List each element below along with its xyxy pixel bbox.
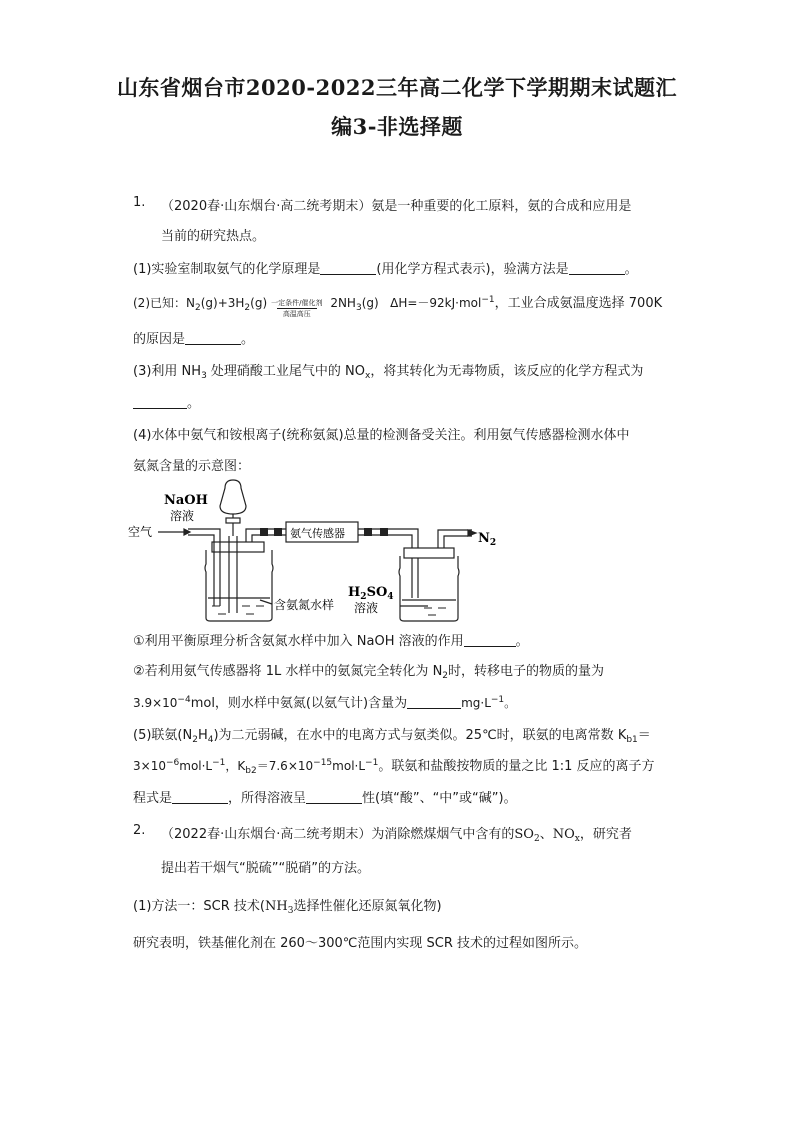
q1-part-2-dh: ΔH=－92kJ·mol: [390, 296, 482, 310]
title-line-1: 山东省烟台市2020-2022三年高二化学下学期期末试题汇: [116, 75, 678, 100]
label-air: 空气: [128, 525, 153, 539]
q1-part-4-1-pre: ①利用平衡原理分析含氨氮水样中加入 NaOH 溶液的作用: [133, 634, 464, 649]
q1-part-5-l1-mid: )为二元弱碱，在水中的电离方式与氨类似。25℃时，联氨的电离常数 K: [213, 728, 627, 743]
q1-part-2-line-2: [133, 328, 254, 347]
q1-part-5-l3-end: 性(填“酸”、“中”或“碱”)。: [362, 791, 517, 806]
q1-part-4-2-pre: ②若利用氨气传感器将 1L 水样中的氨氮完全转化为 N: [133, 664, 443, 679]
answer-blank: [133, 396, 187, 409]
q1-part-5-line-1: (5)联氨$(N_2H_4)$为二元弱碱，在水中的电离方式与氨类似。25℃时，联氨的电离常数 $K_{b1}=$: [133, 728, 651, 745]
question-1-intro: [161, 195, 631, 214]
q2-part-1-post: 选择性催化还原氮氧化物): [293, 899, 442, 914]
reaction-condition: [271, 299, 322, 318]
q1-part-4-line-1: (4)水体中氨气和铵根离子(统称氨氮)总量的检测备受关注。利用氨气传感器检测水体中: [133, 428, 630, 443]
question-1-number: 1.: [133, 195, 146, 210]
label-h2so4: $H_2SO_4$: [348, 585, 394, 602]
q1-part-3-tail: ，将其转化为无毒物质，该反应的化学方程式为: [370, 364, 644, 379]
q1-part-5-line-3: [133, 787, 517, 806]
label-n2: $N_2$: [478, 531, 497, 548]
q1-part-5-l1-end: ＝: [637, 728, 651, 743]
answer-blank: [306, 791, 362, 804]
answer-blank: [320, 262, 376, 275]
q1-part-2-tail: ，工业合成氨温度选择 700K: [494, 296, 663, 311]
q1-part-5-l2-b: mol·L: [179, 759, 213, 773]
q1-part-2: (2)已知：$N_2(g)+3H_2(g)$ 一定条件/催化剂 高温高压 $2NH_3(g)$ ΔH=－92kJ·mol$^{-1}$，工业合成氨温度选择 700K: [133, 295, 663, 318]
q1-part-3-x: x: [365, 371, 371, 381]
label-h2so4-solution: 溶液: [354, 601, 379, 615]
q1-part-5-l2-a: 3×10: [133, 759, 166, 773]
q1-part-4-2-line-2: $3.9\times 10^{-4}mol$，则水样中氨氮(以氨气计)含量为 $mg\cdot L^{-1}$。: [133, 695, 517, 711]
q1-part-1-end: 。: [624, 262, 638, 277]
q1-part-5-l3-mid: ，所得溶液呈: [228, 791, 307, 806]
answer-blank: [172, 791, 228, 804]
q1-part-3-pre: (3)利用 NH: [133, 364, 202, 379]
formula-nox: $NO_x$: [552, 827, 580, 844]
q1-part-4-2-post: 时，转移电子的物质的量为: [448, 664, 605, 679]
q1-part-5-l2-f: 。联氨和盐酸按物质的量之比 1:1 反应的离子方: [378, 759, 655, 774]
q2-part-1-text: 研究表明，铁基催化剂在 260～300℃范围内实现 SCR 技术的过程如图所示。: [133, 936, 587, 951]
question-2-intro: （2022春·山东烟台·高二统考期末）为消除燃煤烟气中含有的$SO_2$、$NO_x$，研究者: [161, 827, 632, 844]
q1-part-5-l2-e: mol·L: [332, 759, 366, 773]
q1-part-4-2-l2-end: mg·L: [461, 696, 491, 710]
condition-top: 一定条件/催化剂: [271, 299, 323, 307]
q1-part-4-line-2: 氨氮含量的示意图：: [133, 459, 251, 474]
q1-part-3-end: 。: [187, 396, 201, 411]
q1-part-3-line-2: [133, 392, 200, 411]
question-1-intro-b: 当前的研究热点。: [161, 229, 266, 244]
q1-part-3: (3)利用 $NH_3$ 处理硝酸工业尾气中的 $NO_x$，将其转化为无毒物质，该反应的化学方程式为: [133, 364, 644, 381]
q1-part-4-2-line-1: ②若利用氨气传感器将 1L 水样中的氨氮完全转化为 $N_2$时，转移电子的物质的量为: [133, 664, 605, 681]
q1-part-4-2-l2-pre: 3.9×10: [133, 696, 178, 710]
q1-part-5-l2-d: ＝7.6×10: [256, 759, 314, 773]
q1-part-2-pre: (2)已知：N: [133, 296, 195, 310]
q1-part-4-2-l2-tail: 。: [504, 696, 517, 710]
q1-part-4-1-end: 。: [515, 634, 529, 649]
answer-blank: [185, 332, 241, 345]
q1-part-5-l2-c: ，K: [225, 759, 246, 773]
q1-part-4-2-l2-mid: mol，则水样中氨氮(以氨气计)含量为: [190, 696, 408, 711]
q1-part-3-mid: 处理硝酸工业尾气中的 NO: [206, 364, 366, 379]
question-2-number: 2.: [133, 823, 146, 838]
formula-nh3: $NH_3$: [264, 899, 294, 916]
question-2-source: （2022春·山东烟台·高二统考期末）: [161, 827, 372, 842]
label-sensor: 氨气传感器: [290, 527, 345, 540]
q1-part-2-line2-end: 。: [241, 332, 255, 347]
title-line-2: 编3-非选择题: [331, 114, 463, 139]
answer-blank: [464, 634, 516, 647]
condition-arrow: [277, 308, 317, 309]
q1-part-1-pre: (1)实验室制取氨气的化学原理是: [133, 262, 321, 277]
q2-part-1: [133, 895, 442, 916]
q1-part-4-1: [133, 630, 529, 649]
formula-so2: $SO_2$: [514, 827, 540, 844]
q1-part-5-l3-pre: 程式是: [133, 791, 173, 806]
q1-part-5-line-2: $3\times 10^{-6}mol\cdot L^{-1}$，$K_{b2}=7.6\times 10^{-15}mol\cdot L^{-1}$。联氨和盐酸按物质的量之比 1:1 反应的离子方: [133, 758, 655, 776]
answer-blank: [569, 262, 625, 275]
q1-part-1: [133, 258, 638, 277]
question-2-intro-a: 为消除燃煤烟气中含有的: [371, 827, 515, 842]
q1-part-2-line2-pre: 的原因是: [133, 332, 186, 347]
condition-bottom: 高温高压: [282, 310, 311, 318]
label-sample: 含氨氮水样: [274, 598, 335, 612]
answer-blank: [407, 696, 461, 709]
apparatus-diagram: [128, 478, 498, 624]
label-naoh: NaOH: [164, 493, 208, 508]
q1-part-5-l1-pre: (5)联氨(N: [133, 728, 193, 743]
question-1-intro-a: 氨是一种重要的化工原料，氨的合成和应用是: [371, 199, 632, 214]
question-2-intro-b: 提出若干烟气“脱硫”“脱硝”的方法。: [161, 861, 370, 876]
q1-part-4-2-exp: −4: [177, 695, 191, 705]
label-naoh-solution: 溶液: [170, 509, 195, 523]
question-1-source: （2020春·山东烟台·高二统考期末）: [161, 199, 372, 214]
q2-part-1-pre: (1)方法一：SCR 技术(: [133, 899, 265, 914]
q1-part-1-mid: (用化学方程式表示)，验满方法是: [376, 262, 569, 277]
question-2-intro-tail: ，研究者: [579, 827, 632, 842]
